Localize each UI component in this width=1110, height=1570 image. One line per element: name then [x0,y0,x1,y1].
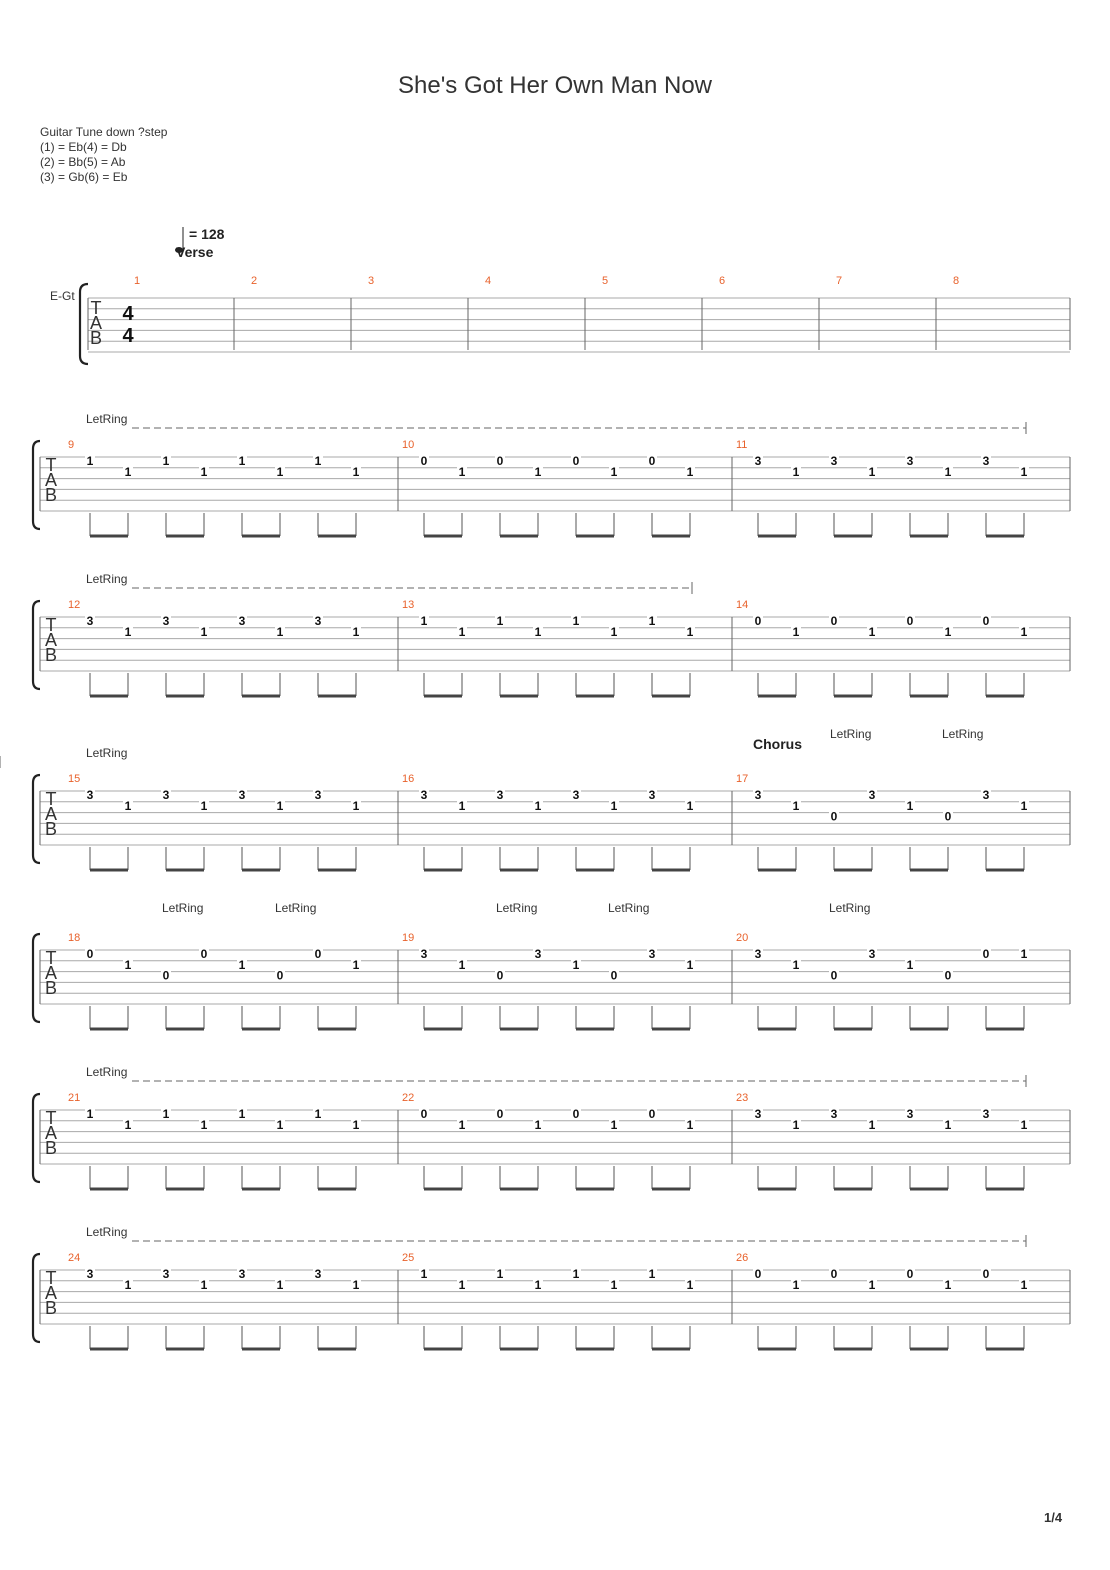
fret-number: 1 [124,798,132,813]
fret-number: 1 [200,464,208,479]
fret-number: 1 [124,624,132,639]
measure-number: 6 [719,275,726,287]
fret-number: 3 [162,788,170,802]
page-title: She's Got Her Own Man Now [397,72,713,99]
tab-clef-letter: A [44,470,58,490]
fret-number: 3 [420,788,428,802]
measure-number: 24 [68,1252,81,1264]
fret-number: 1 [124,1117,132,1132]
fret-number: 1 [238,1107,246,1121]
fret-number: 0 [754,1267,762,1281]
measure-number: 5 [602,275,609,287]
fret-number: 1 [906,798,914,813]
tempo-marking: = 128 [189,226,225,242]
measure-number: 14 [736,599,749,611]
measure-number: 9 [68,439,75,451]
fret-number: 1 [792,1277,800,1292]
measure-number: 15 [68,773,81,785]
fret-number: 1 [200,798,208,813]
fret-number: 0 [86,947,94,961]
fret-number: 0 [944,968,952,983]
tab-clef-letter: T [90,298,102,318]
fret-number: 3 [86,614,94,628]
fret-number: 3 [314,1267,322,1281]
tab-clef-letter: A [89,313,103,333]
tab-clef-letter: B [44,1298,58,1318]
fret-number: 0 [830,1267,838,1281]
measure-number: 4 [485,275,492,287]
fret-number: 3 [754,788,762,802]
fret-number: 1 [200,1277,208,1292]
fret-number: 1 [276,464,284,479]
fret-number: 1 [792,957,800,972]
fret-number: 3 [238,788,246,802]
measure-number: 3 [368,275,375,287]
fret-number: 1 [534,1117,542,1132]
fret-number: 3 [830,454,838,468]
fret-number: 1 [276,1277,284,1292]
fret-number: 0 [276,968,284,983]
measure-number: 12 [68,599,81,611]
let-ring-label: LetRing [86,746,128,760]
fret-number: 1 [686,957,694,972]
fret-number: 1 [792,624,800,639]
fret-number: 1 [352,957,360,972]
fret-number: 0 [572,1107,580,1121]
fret-number: 1 [86,454,94,468]
measure-number: 18 [68,932,81,944]
fret-number: 0 [906,1267,914,1281]
fret-number: 0 [572,454,580,468]
tuning-line: (1) = Eb(4) = Db [40,140,127,154]
tab-clef-letter: A [44,1283,58,1303]
staff-bracket [33,1094,40,1182]
fret-number: 1 [686,1117,694,1132]
staff-bracket [33,934,40,1022]
fret-number: 0 [982,614,990,628]
fret-number: 1 [276,624,284,639]
fret-number: 0 [648,1107,656,1121]
fret-number: 1 [200,624,208,639]
fret-number: 1 [868,1277,876,1292]
page-number: 1/4 [1044,1510,1063,1525]
fret-number: 1 [314,1107,322,1121]
tab-clef-letter: T [45,789,57,809]
fret-number: 0 [830,614,838,628]
instrument-label: E-Gt [50,289,75,303]
measure-number: 26 [736,1252,749,1264]
tuning-line: (3) = Gb(6) = Eb [40,170,128,184]
fret-number: 1 [496,1267,504,1281]
fret-number: 3 [982,454,990,468]
fret-number: 1 [458,798,466,813]
fret-number: 3 [238,614,246,628]
fret-number: 0 [754,614,762,628]
fret-number: 0 [162,968,170,983]
fret-number: 1 [610,1117,618,1132]
fret-number: 1 [792,1117,800,1132]
fret-number: 0 [830,809,838,824]
fret-number: 3 [496,788,504,802]
fret-number: 0 [496,1107,504,1121]
measure-number: 1 [134,275,141,287]
tab-clef-letter: B [44,485,58,505]
fret-number: 1 [352,1277,360,1292]
fret-number: 3 [86,788,94,802]
fret-number: 3 [754,454,762,468]
fret-number: 1 [534,464,542,479]
let-ring-label: LetRing [829,901,871,915]
measure-number: 13 [402,599,415,611]
fret-number: 1 [86,1107,94,1121]
fret-number: 1 [238,957,246,972]
fret-number: 1 [572,614,580,628]
fret-number: 1 [686,1277,694,1292]
measure-number: 8 [953,275,960,287]
fret-number: 1 [868,464,876,479]
fret-number: 0 [830,968,838,983]
tab-clef-letter: T [45,1268,57,1288]
fret-number: 1 [276,1117,284,1132]
tab-clef-letter: B [44,978,58,998]
time-signature-bottom: 4 [122,325,134,347]
fret-number: 3 [420,947,428,961]
fret-number: 1 [610,798,618,813]
measure-number: 25 [402,1252,415,1264]
measure-number: 22 [402,1092,415,1104]
measure-number: 10 [402,439,415,451]
staff-bracket [33,775,40,863]
fret-number: 3 [314,788,322,802]
fret-number: 3 [906,454,914,468]
fret-number: 1 [1020,947,1028,961]
fret-number: 1 [124,464,132,479]
fret-number: 1 [648,1267,656,1281]
fret-number: 0 [610,968,618,983]
fret-number: 1 [944,1277,952,1292]
fret-number: 0 [420,1107,428,1121]
fret-number: 3 [314,614,322,628]
tab-clef-letter: T [45,1108,57,1128]
fret-number: 1 [352,624,360,639]
let-ring-label: LetRing [496,901,538,915]
let-ring-label: LetRing [162,901,204,915]
fret-number: 3 [238,1267,246,1281]
fret-number: 1 [496,614,504,628]
fret-number: 0 [944,809,952,824]
measure-number: 2 [251,275,258,287]
fret-number: 1 [944,464,952,479]
tab-clef-letter: B [89,328,103,348]
fret-number: 0 [648,454,656,468]
measure-number: 19 [402,932,415,944]
fret-number: 0 [200,947,208,961]
tab-clef-letter: B [44,819,58,839]
fret-number: 1 [868,1117,876,1132]
section-label: Chorus [753,736,802,752]
fret-number: 1 [572,957,580,972]
fret-number: 1 [1020,798,1028,813]
fret-number: 0 [982,947,990,961]
staff-bracket [33,1254,40,1342]
fret-number: 1 [906,957,914,972]
fret-number: 1 [276,798,284,813]
fret-number: 0 [314,947,322,961]
fret-number: 1 [944,1117,952,1132]
fret-number: 1 [572,1267,580,1281]
fret-number: 1 [1020,1117,1028,1132]
fret-number: 3 [162,1267,170,1281]
let-ring-label: LetRing [830,727,872,741]
tab-clef-letter: T [45,455,57,475]
fret-number: 1 [314,454,322,468]
tuning-heading: Guitar Tune down ?step [40,125,168,139]
fret-number: 3 [162,614,170,628]
fret-number: 3 [648,788,656,802]
fret-number: 3 [982,788,990,802]
fret-number: 1 [420,614,428,628]
fret-number: 1 [610,1277,618,1292]
fret-number: 0 [982,1267,990,1281]
let-ring-label: LetRing [608,901,650,915]
fret-number: 1 [686,464,694,479]
fret-number: 1 [610,464,618,479]
tab-clef-letter: A [44,630,58,650]
fret-number: 3 [982,1107,990,1121]
fret-number: 1 [352,798,360,813]
measure-number: 16 [402,773,415,785]
fret-number: 1 [1020,464,1028,479]
fret-number: 1 [420,1267,428,1281]
fret-number: 3 [572,788,580,802]
fret-number: 1 [686,624,694,639]
fret-number: 1 [792,798,800,813]
fret-number: 0 [496,968,504,983]
fret-number: 3 [86,1267,94,1281]
let-ring-label: LetRing [275,901,317,915]
tab-clef-letter: A [44,963,58,983]
fret-number: 3 [648,947,656,961]
fret-number: 1 [200,1117,208,1132]
fret-number: 1 [458,1277,466,1292]
let-ring-label: LetRing [86,412,128,426]
tab-clef-letter: B [44,1138,58,1158]
fret-number: 3 [868,947,876,961]
fret-number: 0 [906,614,914,628]
measure-number: 17 [736,773,749,785]
fret-number: 1 [944,624,952,639]
measure-number: 11 [736,439,748,451]
fret-number: 1 [610,624,618,639]
fret-number: 1 [648,614,656,628]
fret-number: 3 [868,788,876,802]
fret-number: 1 [534,1277,542,1292]
fret-number: 1 [162,454,170,468]
tab-clef-letter: B [44,645,58,665]
fret-number: 3 [754,947,762,961]
fret-number: 1 [868,624,876,639]
fret-number: 1 [352,1117,360,1132]
fret-number: 3 [830,1107,838,1121]
tab-clef-letter: A [44,804,58,824]
fret-number: 1 [238,454,246,468]
let-ring-label: LetRing [86,572,128,586]
staff-bracket [33,441,40,529]
fret-number: 3 [534,947,542,961]
tab-clef-letter: T [45,948,57,968]
measure-number: 7 [836,275,843,287]
measure-number: 20 [736,932,749,944]
fret-number: 1 [1020,1277,1028,1292]
fret-number: 1 [458,1117,466,1132]
let-ring-label: LetRing [942,727,984,741]
fret-number: 1 [792,464,800,479]
tab-clef-letter: A [44,1123,58,1143]
fret-number: 1 [534,798,542,813]
fret-number: 0 [420,454,428,468]
fret-number: 1 [534,624,542,639]
tab-clef-letter: T [45,615,57,635]
fret-number: 1 [458,957,466,972]
time-signature-top: 4 [122,303,134,325]
measure-number: 23 [736,1092,749,1104]
measure-number: 21 [68,1092,81,1104]
fret-number: 1 [162,1107,170,1121]
section-label: Verse [176,244,214,260]
fret-number: 1 [352,464,360,479]
fret-number: 3 [754,1107,762,1121]
fret-number: 1 [1020,624,1028,639]
staff-bracket [33,601,40,689]
fret-number: 1 [458,624,466,639]
fret-number: 0 [496,454,504,468]
tuning-line: (2) = Bb(5) = Ab [40,155,126,169]
fret-number: 1 [458,464,466,479]
fret-number: 1 [124,1277,132,1292]
fret-number: 3 [906,1107,914,1121]
let-ring-label: LetRing [86,1065,128,1079]
fret-number: 1 [124,957,132,972]
staff-bracket [80,284,88,364]
let-ring-label: LetRing [86,1225,128,1239]
fret-number: 1 [686,798,694,813]
